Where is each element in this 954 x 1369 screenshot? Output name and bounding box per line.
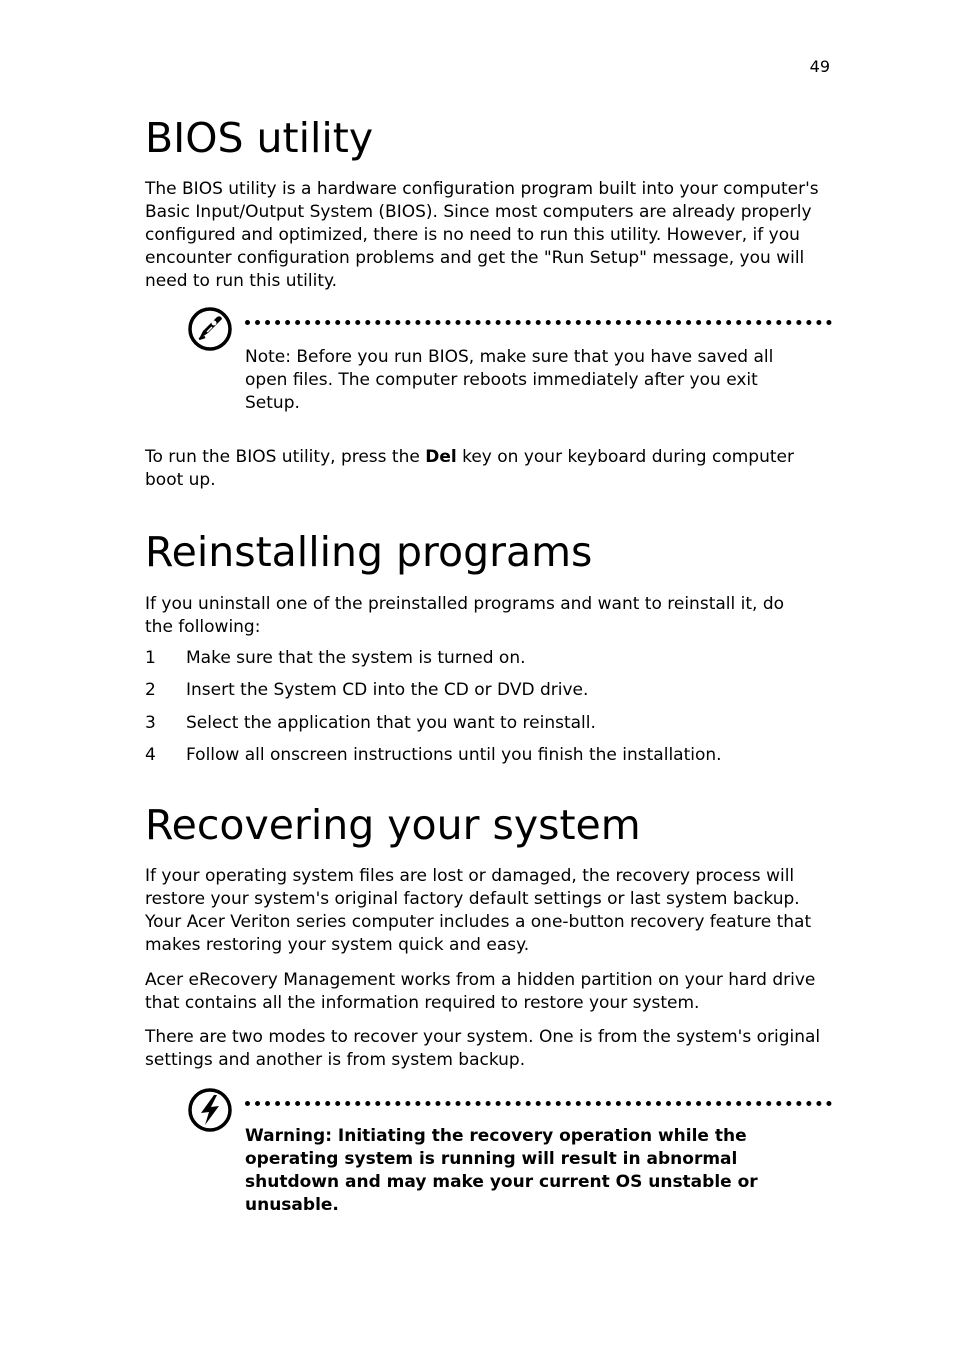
step-number: 1 bbox=[145, 648, 156, 668]
step-text: Select the application that you want to reinstall. bbox=[186, 712, 596, 733]
reinstall-intro-paragraph: If you uninstall one of the preinstalled programs and want to reinstall it, do the following: bbox=[145, 594, 785, 637]
note-text bbox=[245, 346, 775, 415]
note-divider bbox=[245, 320, 832, 325]
note-pen-icon bbox=[187, 306, 233, 352]
note-body: Before you run BIOS, make sure that you have saved all open files. The computer reboots immediately after you exit Setup. bbox=[245, 347, 774, 413]
step-text: Follow all onscreen instructions until you finish the installation. bbox=[186, 744, 722, 765]
section-title-reinstall: Reinstalling programs bbox=[145, 528, 593, 576]
recover-paragraph-2: Acer eRecovery Management works from a hidden partition on your hard drive that contains all the information required to restore your system. bbox=[145, 970, 816, 1013]
bios-run-paragraph bbox=[145, 446, 835, 492]
note-label: Note: bbox=[245, 347, 291, 367]
page-number: 49 bbox=[809, 57, 830, 76]
step-text: Make sure that the system is turned on. bbox=[186, 648, 526, 668]
section-title-recover: Recovering your system bbox=[145, 801, 641, 849]
section-title-bios: BIOS utility bbox=[145, 114, 374, 162]
bios-intro-paragraph: The BIOS utility is a hardware configuration program built into your computer's Basic Input/Output System (BIOS). Since most computers are already properly configured and optimized, there is no need to run this utility. However, if you encounter configuration problems and get the "Run Setup" message, you will need to run this utility. bbox=[145, 179, 819, 291]
bios-run-text-end: key on your keyboard during computer boot up. bbox=[145, 447, 794, 490]
warning-text: Warning: Initiating the recovery operation while the operating system is running will result in abnormal shutdown and may make your current OS unstable or unusable. bbox=[245, 1126, 758, 1215]
warning-divider bbox=[245, 1101, 832, 1106]
recover-paragraph-1: If your operating system files are lost or damaged, the recovery process will restore your system's original factory default settings or last system backup. Your Acer Veriton series computer includes a one-button recovery feature that makes restoring your system quick and easy. bbox=[145, 866, 812, 955]
step-number: 4 bbox=[145, 744, 156, 765]
step-text: Insert the System CD into the CD or DVD drive. bbox=[186, 680, 589, 701]
step-number: 3 bbox=[145, 712, 156, 733]
warning-lightning-icon bbox=[187, 1087, 233, 1133]
step-number: 2 bbox=[145, 680, 156, 701]
bios-run-text: To run the BIOS utility, press the bbox=[145, 447, 426, 467]
del-key: Del bbox=[425, 447, 457, 467]
recover-paragraph-3: There are two modes to recover your system. One is from the system's original settings and another is from system backup. bbox=[145, 1027, 821, 1070]
